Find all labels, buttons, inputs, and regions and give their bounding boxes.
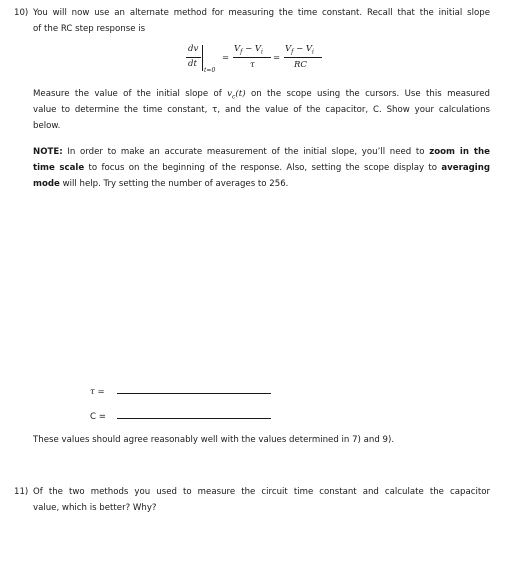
- eq-mid-numerator: $V_f - V_i$: [234, 44, 263, 56]
- eq-equals-1: =: [222, 53, 230, 63]
- tau-answer-label: τ =: [90, 387, 105, 397]
- capacitor-answer-label: C =: [90, 412, 106, 422]
- q11-number: 11): [14, 487, 29, 497]
- eq-lhs-denominator: dt: [188, 59, 197, 69]
- eq-mid-fraction-bar: [233, 57, 271, 58]
- agreement-note: These values should agree reasonably well with the values determined in 7) and 9).: [33, 435, 395, 445]
- tau-answer-line[interactable]: [117, 393, 271, 394]
- note-line1: NOTE: In order to make an accurate measurement of the initial slope, you’ll need to zoom in the: [33, 147, 490, 157]
- q11-line1: Of the two methods you used to measure the circuit time constant and calculate the capacitor: [33, 487, 490, 497]
- capacitor-answer-line[interactable]: [117, 418, 271, 419]
- eq-equals-2: =: [273, 53, 281, 63]
- eq-evaluation-bar: [202, 45, 203, 71]
- eq-rhs-denominator: RC: [294, 60, 307, 70]
- q10-line2: of the RC step response is: [33, 24, 146, 34]
- eq-lhs-eval: t=0: [204, 67, 216, 74]
- eq-mid-denominator: τ: [250, 60, 255, 70]
- note-line2: time scale to focus on the beginning of the response. Also, setting the scope display to averaging: [33, 163, 490, 173]
- eq-rhs-numerator: $V_f - V_i$: [285, 44, 314, 56]
- measure-line2: value to determine the time constant, τ, and the value of the capacitor, C. Show your calculations: [33, 105, 490, 115]
- q11-line2: value, which is better? Why?: [33, 503, 157, 513]
- eq-lhs-numerator: dv: [188, 44, 199, 54]
- measure-line3: below.: [33, 121, 61, 131]
- measure-line1: Measure the value of the initial slope of $v_c(t)$ on the scope using the cursors. Use this measured: [33, 89, 491, 101]
- q10-number: 10): [14, 8, 29, 18]
- eq-rhs-fraction-bar: [284, 57, 322, 58]
- eq-lhs-fraction-bar: [186, 57, 201, 58]
- note-line3: mode will help. Try setting the number of averages to 256.: [33, 179, 289, 189]
- q10-line1: You will now use an alternate method for measuring the time constant. Recall that the initial slope: [33, 8, 490, 18]
